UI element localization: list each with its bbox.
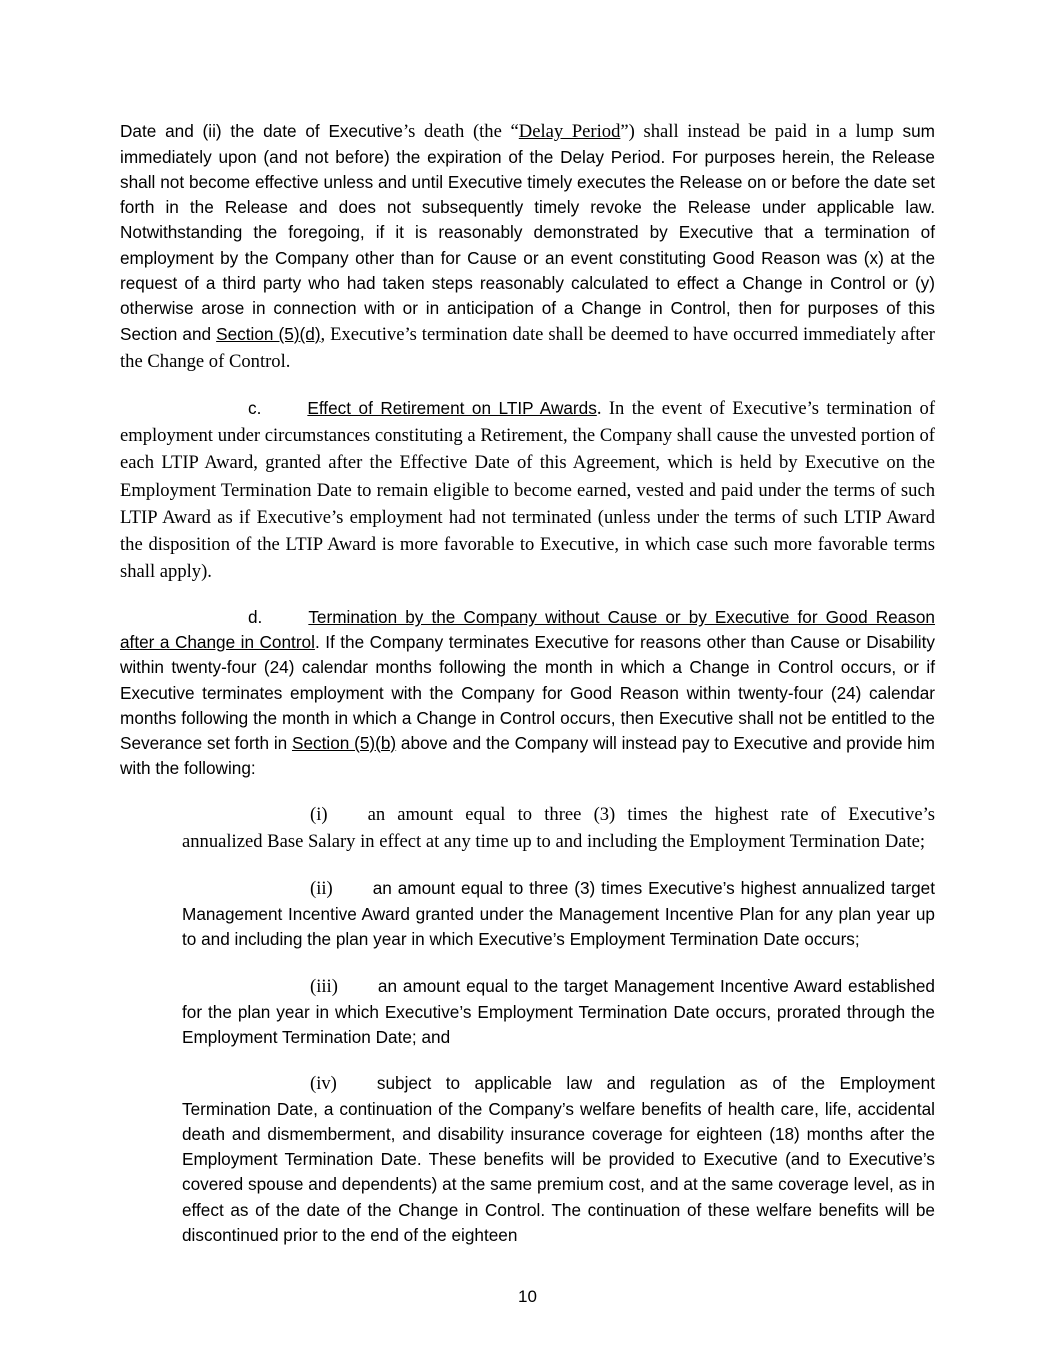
defined-term-delay-period: Delay Period xyxy=(518,121,621,142)
item-label-i: (i) xyxy=(310,803,328,825)
text-segment: above and the Company will instead pay to Executive and provide him with the following: xyxy=(120,732,935,778)
paragraph-item-iii xyxy=(182,973,935,1050)
paragraph-item-i xyxy=(182,801,935,855)
text-segment: ”) shall instead be paid in a lump xyxy=(620,121,894,142)
cross-reference-section-5b: Section (5)(b) xyxy=(291,732,397,753)
text-segment: sum immediately upon (and not before) the expiration of the Delay Period. For purposes herein, the Release shall not become effective unless and until Executive timely executes the Release on or before the date set forth in the Release and does not subsequently timely revoke the Release under applicable law. Notwithstanding the foregoing, if it is reasonably demonstrated by Executive that a termination of employment by the Company other than for Cause or an event constituting Good Reason was (x) at the request of a third party who had taken steps reasonably calculated to effect a Change in Control or (y) otherwise arose in connection with or in anticipation of a Change in Control, then for purposes of this Section and xyxy=(120,121,936,344)
paragraph-item-ii xyxy=(182,875,935,952)
item-text-i: an amount equal to three (3) times the highest rate of Executive’s annualized Base Salary in effect at any time up to and including the Employment Termination Date; xyxy=(182,803,935,853)
item-text-ii: an amount equal to three (3) times Executive’s highest annualized target Management Incentive Award granted under the Management Incentive Plan for any plan year up to and including the plan year in which Executive’s Employment Termination Date occurs; xyxy=(182,878,935,950)
clause-heading-c: Effect of Retirement on LTIP Awards xyxy=(307,398,597,419)
text-segment: Date and (ii) the date of Executive xyxy=(120,121,403,141)
item-text-iv: subject to applicable law and regulation as of the Employment Termination Date, a continuation of the Company’s welfare benefits of health care, life, accidental death and dismemberment, and disability insurance coverage for eighteen (18) months after the Employment Termination Date. These benefits will be provided to Executive (and to Executive’s covered spouse and dependents) at the same premium cost, and at the same coverage level, as in effect as of the date of the Change in Control. The continuation of these welfare benefits will be discontinued prior to the end of the eighteen xyxy=(182,1072,935,1245)
clause-label-d: d. xyxy=(248,607,263,628)
item-label-iv: (iv) xyxy=(310,1072,337,1094)
paragraph-clause-d xyxy=(120,605,935,781)
text-segment: . If the Company terminates Executive for reasons other than Cause or Disability within twenty-four (24) calendar months following the month in which a Change in Control occurs, or if Executive terminates employment with the Company for Good Reason within twenty-four (24) calendar months following the month in which a Change in Control occurs, then Executive shall not be entitled to the Severance set forth in xyxy=(120,632,935,753)
cross-reference-section-5d: Section (5)(d) xyxy=(216,323,321,344)
paragraph-item-iv xyxy=(182,1070,935,1248)
item-label-iii: (iii) xyxy=(310,975,338,997)
document-body xyxy=(120,118,935,1248)
page-number: 10 xyxy=(518,1287,537,1306)
text-segment: , Executive’s termination date shall be deemed to have occurred immediately after the Change of Control. xyxy=(120,323,935,373)
clause-heading-d: Termination by the Company without Cause or by Executive for Good Reason after a Change in Control xyxy=(120,607,935,653)
paragraph-clause-c xyxy=(120,395,935,585)
clause-label-c: c. xyxy=(248,398,262,419)
text-segment: . In the event of Executive’s termination of employment under circumstances constituting a Retirement, the Company shall cause the unvested portion of each LTIP Award, granted after the Effective Date of this Agreement, which is held by Executive on the Employment Termination Date to remain eligible to become earned, vested and paid under the terms of such LTIP Award as if Executive’s employment had not terminated (unless under the terms of such LTIP Award the disposition of the LTIP Award is more favorable to Executive, in which case such more favorable terms shall apply). xyxy=(120,398,936,583)
paragraph-continuation xyxy=(120,118,935,375)
text-segment: ’s death (the “ xyxy=(402,121,519,142)
item-label-ii: (ii) xyxy=(310,878,333,900)
item-text-iii: an amount equal to the target Management Incentive Award established for the plan year in which Executive’s Employment Termination Date occurs, prorated through the Employment Termination Date; and xyxy=(182,975,935,1047)
